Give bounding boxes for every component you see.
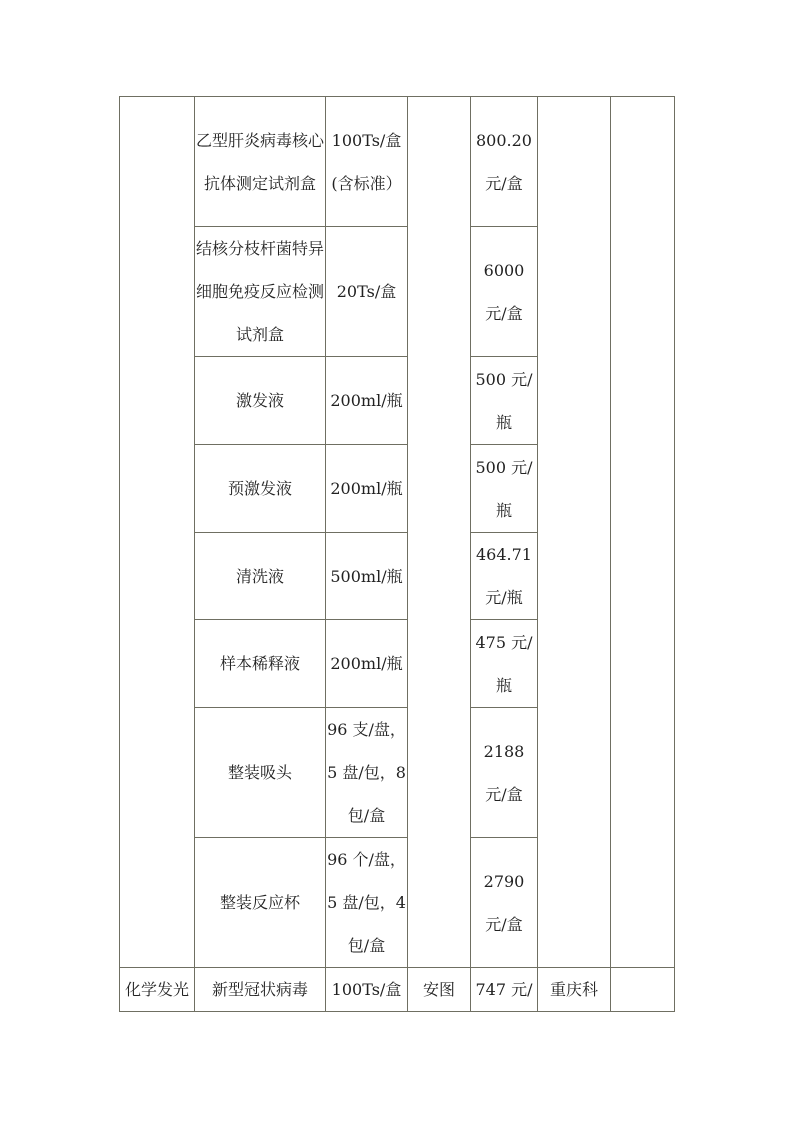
price-cell: [471, 97, 538, 227]
product-price: 475 元/瓶: [475, 632, 533, 695]
note-cell-empty: [611, 968, 675, 1012]
category-cell: 化学发光: [120, 968, 195, 1012]
product-name: 清洗液: [235, 566, 284, 586]
product-price: 500 元/瓶: [475, 369, 533, 432]
price-table: [119, 96, 675, 1012]
spec-cell: [326, 708, 408, 838]
product-name: 结核分枝杆菌特异细胞免疫反应检测试剂盒: [195, 239, 324, 344]
product-spec: 200ml/瓶: [330, 654, 403, 673]
product-name-cell: [195, 838, 326, 968]
price-cell: [471, 357, 538, 445]
table-row: [120, 968, 675, 1012]
product-price: 6000 元/盒: [483, 260, 525, 323]
price-cell: 747 元/: [471, 968, 538, 1012]
product-name-cell: 新型冠状病毒: [195, 968, 326, 1012]
product-name-cell: [195, 97, 326, 227]
brand-cell: 安图: [408, 968, 471, 1012]
product-name-cell: [195, 357, 326, 445]
category-cell-empty: [120, 97, 195, 968]
spec-cell: [326, 227, 408, 357]
spec-cell: [326, 97, 408, 227]
table-row: [120, 97, 675, 227]
product-spec: 96 个/盘，5 盘/包，4包/盒: [327, 850, 406, 955]
price-cell: [471, 838, 538, 968]
brand-cell-empty: [408, 97, 471, 968]
price-cell: [471, 227, 538, 357]
product-name-cell: [195, 227, 326, 357]
spec-cell: [326, 620, 408, 708]
product-name: 乙型肝炎病毒核心抗体测定试剂盒: [195, 130, 324, 193]
product-price: 800.20元/盒: [476, 130, 532, 193]
product-name: 预激发液: [227, 479, 292, 498]
product-spec: 100Ts/盒(含标准）: [331, 130, 402, 193]
product-price: 500 元/瓶: [475, 457, 533, 520]
note-cell-empty: [611, 97, 675, 968]
product-name: 整装反应杯: [219, 893, 300, 912]
price-cell: [471, 620, 538, 708]
price-cell: [471, 445, 538, 533]
spec-cell: [326, 357, 408, 445]
product-name-cell: [195, 620, 326, 708]
product-price: 464.71元/瓶: [476, 545, 532, 607]
product-price: 2790 元/盒: [483, 871, 525, 934]
price-cell: [471, 708, 538, 838]
product-spec: 200ml/瓶: [330, 391, 403, 410]
product-spec: 200ml/瓶: [330, 479, 403, 498]
price-cell: [471, 533, 538, 620]
product-spec: 500ml/瓶: [330, 566, 403, 586]
product-name: 整装吸头: [227, 763, 292, 782]
company-cell: 重庆科: [538, 968, 611, 1012]
company-cell-empty: [538, 97, 611, 968]
spec-cell: [326, 533, 408, 620]
product-name-cell: [195, 533, 326, 620]
product-price: 2188 元/盒: [483, 741, 525, 804]
spec-cell: 100Ts/盒: [326, 968, 408, 1012]
product-name: 样本稀释液: [219, 654, 300, 673]
product-spec: 96 支/盘，5 盘/包，8包/盒: [327, 720, 406, 825]
product-spec: 20Ts/盒: [336, 282, 397, 301]
product-name: 激发液: [235, 391, 284, 410]
product-name-cell: [195, 445, 326, 533]
spec-cell: [326, 445, 408, 533]
spec-cell: [326, 838, 408, 968]
product-name-cell: [195, 708, 326, 838]
